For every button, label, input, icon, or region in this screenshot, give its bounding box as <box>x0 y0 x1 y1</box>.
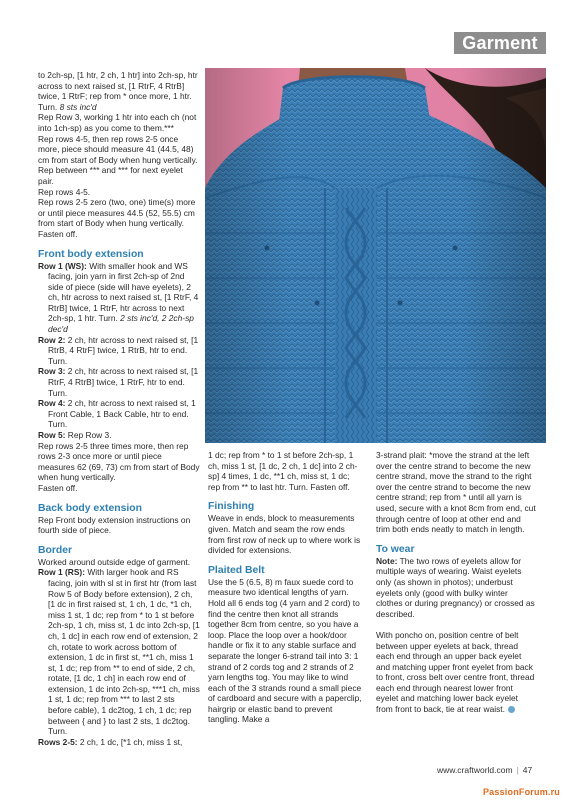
heading-to-wear: To wear <box>376 543 415 555</box>
note-paragraph: Note: The two rows of eyelets allow for multiple ways of wearing. Waist eyelets only (as shown in photos); underbust eyelets only (good with bulky winter clothes or during pregnancy) or crossed as described. <box>376 555 535 619</box>
heading-plaited-belt: Plaited Belt <box>208 564 265 576</box>
paragraph: Fasten off. <box>38 482 78 493</box>
paragraph: Rep between *** and *** for next eyelet pair. <box>38 165 183 186</box>
paragraph: Rep rows 4-5. <box>38 186 91 197</box>
column-left <box>38 70 200 747</box>
paragraph: With poncho on, position centre of belt between upper eyelets at back, thread each end through an upper back eyelet and matching upper front eyelet from back to front, cross belt over centre front, thread each end through nearest lower front eyelet and matching lower back eyelet from front to back, tie at rear waist. <box>376 629 535 715</box>
paragraph: Rep rows 2-5 three times more, then rep rows 2-3 once more or until piece measures 62 (69, 73) cm from start of Body when hung vertically. <box>38 440 200 483</box>
heading-border: Border <box>38 544 73 556</box>
section-tab: Garment <box>454 32 546 54</box>
instruction-row: Row 1 (RS): With larger hook and RS facing, join with sl st in first htr (from last Row 5 of Body before extension), 2 ch, [1 dc in first raised st, 1 ch, 1 dc, *1 ch, miss 1 st, 1 dc; rep from * to 1 st before 2ch-sp, 1 ch, miss st, 1 dc into 2ch-sp, [1 ch, 1 dc] in each row end of extension, 2 ch, rotate to work across bottom of extension, 1 dc in first st, **1 ch, miss 1 st, 1 dc; rep from ** to end of side, 2 ch, rotate, [1 dc, 1 ch] in each row end of extension, 1 dc into 2ch-sp, ***1 ch, miss 1 st, 1 dc; rep from *** to last 2 sts before cable), 1 dc2tog, 1 ch, 1 dc; rep between { and } to last 2 sts, 1 dc2tog. Turn. <box>38 567 200 737</box>
paragraph: Rep rows 4-5, then rep rows 2-5 once more, piece should measure 41 (44.5, 48) cm from start of Body when hung vertically. <box>38 133 198 165</box>
footer-separator: | <box>516 765 519 775</box>
paragraph: Use the 5 (6.5, 8) m faux suede cord to measure two identical lengths of yarn. Hold all 6 ends tog (4 yarn and 2 cord) to find the centre then knot all strands together 8cm from centre, so you have a loop. Place the loop over a hook/door handle or fix it to any stable surface and separate the longer 6-strand tail into 3: 1 strand of 2 cords tog and 2 strands of 2 yarn lengths tog. You may like to wind each of the 3 strands round a small piece of cardboard and secure with a paperclip, hairgrip or elastic band to prevent tangling. Make a <box>208 576 362 725</box>
footer-site: www.craftworld.com <box>437 765 513 775</box>
page-number: 47 <box>522 765 533 775</box>
end-mark-icon <box>508 706 515 713</box>
instruction-row: Rows 2-5: 2 ch, 1 dc, [*1 ch, miss 1 st, <box>38 736 183 747</box>
instruction-row: Row 2: 2 ch, htr across to next raised st, [1 RtrB, 4 RtrF] twice, 1 RtrB, htr to end. Turn. <box>38 334 199 366</box>
paragraph: Rep rows 2-5 zero (two, one) time(s) more or until piece measures 44.5 (52, 55.5) cm from start of Body when hung vertically. Fasten off. <box>38 197 196 239</box>
column-middle <box>208 450 362 725</box>
heading-front-body-extension: Front body extension <box>38 248 144 260</box>
instruction-row: Row 5: Rep Row 3. <box>38 430 112 440</box>
paragraph: to 2ch-sp, [1 htr, 2 ch, 1 htr] into 2ch-sp, htr across to next raised st, [1 RtrF, 4 RtrB] twice, 1 RtrF; rep from * once more, 1 htr. Turn. 8 sts inc'd <box>38 70 198 112</box>
paragraph: Rep Row 3, working 1 htr into each ch (not into 1ch-sp) as you come to them.*** <box>38 112 197 133</box>
paragraph: Rep Front body extension instructions on fourth side of piece. <box>38 514 191 536</box>
paragraph: 1 dc; rep from * to 1 st before 2ch-sp, 1 ch, miss 1 st, [1 dc, 2 ch, 1 dc] into 2 ch-sp] 4 times, 1 dc, **1 ch, miss st, 1 dc; rep from ** to last htr. Turn. Fasten off. <box>208 450 358 492</box>
paragraph: Weave in ends, block to measurements given. Match and seam the row ends from first row of neck up to where work is divided for extensions. <box>208 513 361 556</box>
page-footer <box>437 765 532 775</box>
watermark: PassionForum.ru <box>482 787 560 797</box>
heading-finishing: Finishing <box>208 501 255 513</box>
heading-back-body-extension: Back body extension <box>38 502 142 514</box>
paragraph: 3-strand plait: *move the strand at the left over the centre strand to become the new centre strand, move the strand to the right over the centre strand to become the new centre strand; rep from * until all yarn is used, secure with a knot 8cm from end, cut through centre of loop at other end and trim both ends neatly to match in length. <box>376 450 536 535</box>
instruction-row: Row 1 (WS): With smaller hook and WS facing, join yarn in first 2ch-sp of 2nd side of piece (side will have eyelets), 2 ch, htr across to next raised st, [1 RtrF, 4 RtrB] twice, 1 RtrF, htr across to next 2ch-sp, 1 htr. Turn. 2 sts inc'd, 2 2ch-sp dec'd <box>38 260 199 335</box>
instruction-row: Row 3: 2 ch, htr across to next raised st, [1 RtrF, 4 RtrB] twice, 1 RtrF, htr to end. Turn. <box>38 366 199 398</box>
paragraph: Worked around outside edge of garment. <box>38 556 191 567</box>
column-right <box>376 450 536 715</box>
sweater-photo <box>205 68 546 443</box>
instruction-row: Row 4: 2 ch, htr across to next raised st, 1 Front Cable, 1 Back Cable, htr to end. Turn. <box>38 398 196 430</box>
